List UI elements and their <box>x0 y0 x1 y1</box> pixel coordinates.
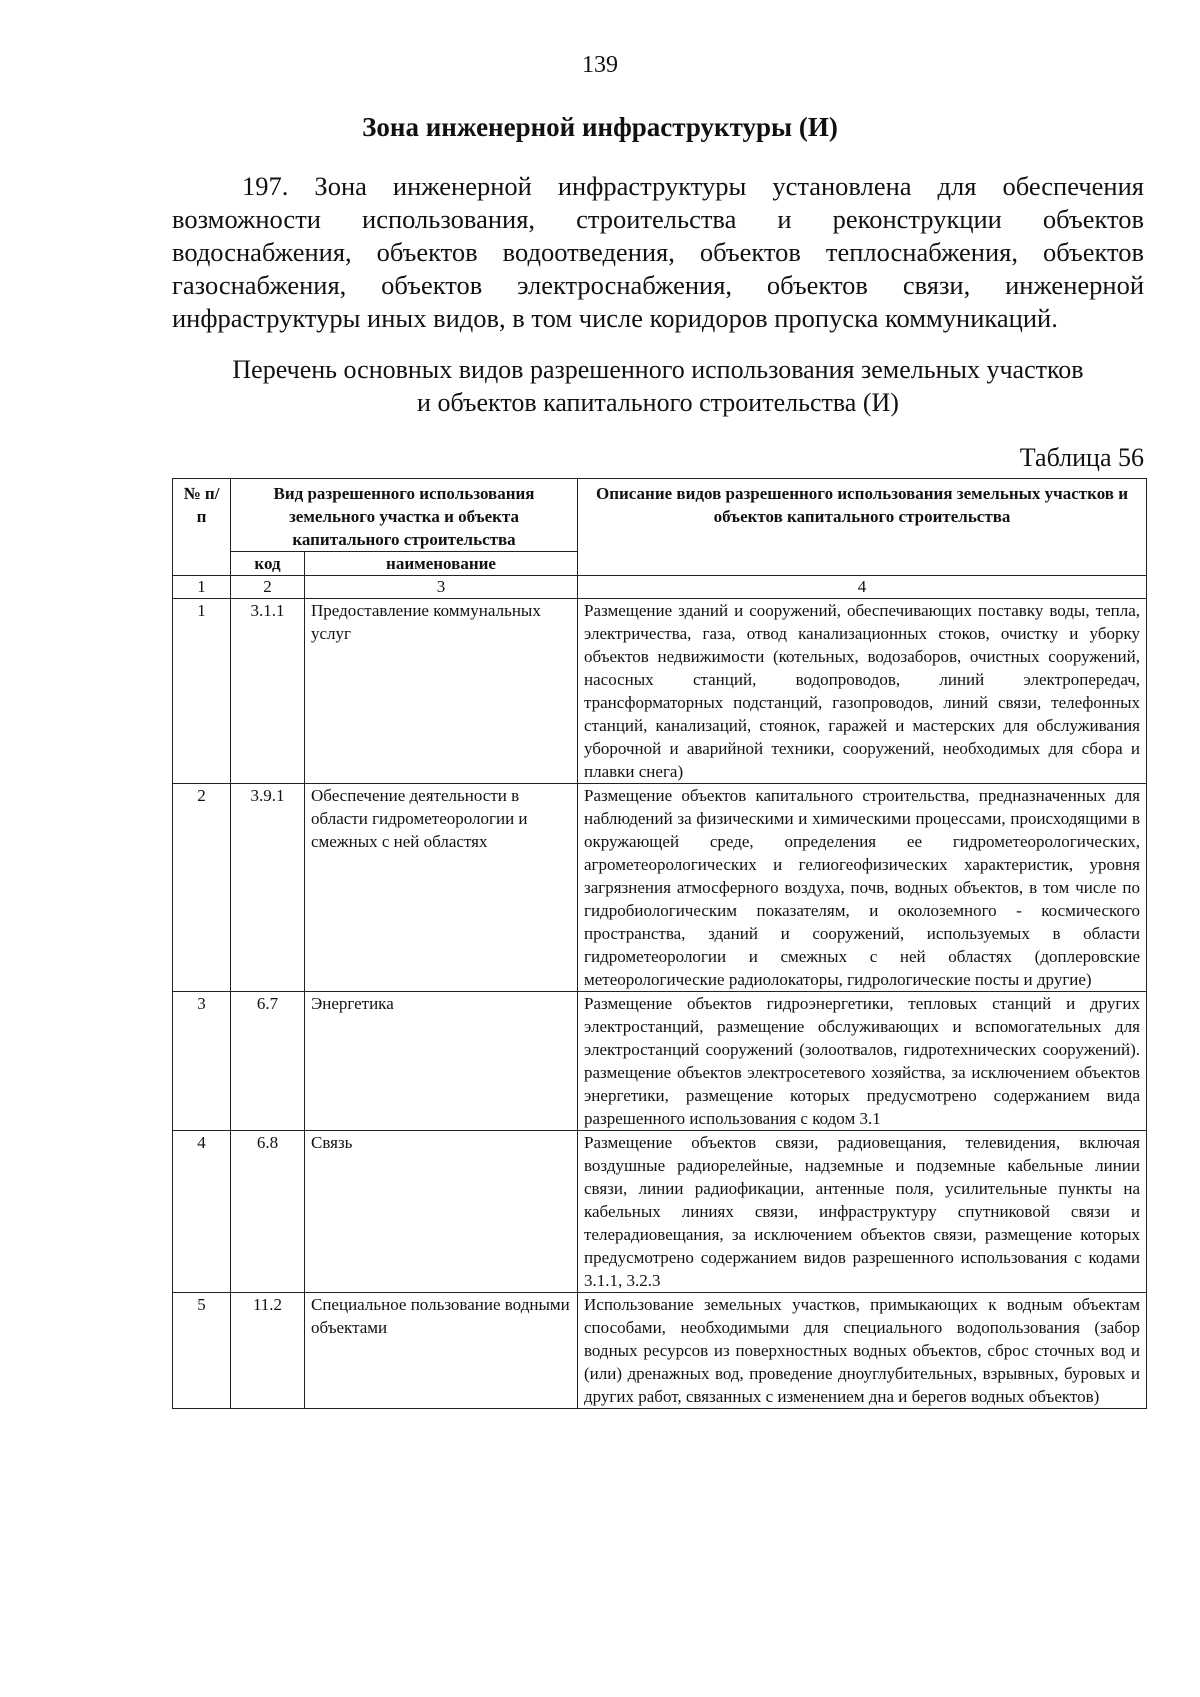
table-row <box>173 992 1147 1131</box>
table-row <box>173 599 1147 784</box>
caption-line-1: Перечень основных видов разрешенного использования земельных участков <box>232 355 1084 384</box>
row-name: Специальное пользование водными объектами <box>305 1293 578 1409</box>
row-name: Связь <box>305 1131 578 1293</box>
table-row <box>173 1131 1147 1293</box>
section-paragraph: 197. Зона инженерной инфраструктуры установлена для обеспечения возможности использования, строительства и реконструкции объектов водоснабжения, объектов водоотведения, объектов теплоснабжения, объектов газоснабжения, объектов электроснабжения, объектов связи, инженерной инфраструктуры иных видов, в том числе коридоров пропуска коммуникаций. <box>172 171 1144 333</box>
row-code: 11.2 <box>231 1293 305 1409</box>
section-heading: Зона инженерной инфраструктуры (И) <box>362 112 838 142</box>
row-num: 1 <box>173 599 231 784</box>
row-num: 5 <box>173 1293 231 1409</box>
row-description: Размещение объектов связи, радиовещания, телевидения, включая воздушные радиорелейные, надземные и подземные кабельные линии связи, линии радиофикации, антенные поля, усилительные пункты на кабельных линиях связи, инфраструктуру спутниковой связи и телерадиовещания, за исключением объектов связи, размещение которых предусмотрено содержанием видов разрешенного использования с кодами 3.1.1, 3.2.3 <box>578 1131 1147 1293</box>
column-number: 2 <box>231 576 305 599</box>
column-number: 3 <box>305 576 578 599</box>
column-number: 4 <box>578 576 1147 599</box>
header-description: Описание видов разрешенного использования земельных участков и объектов капитального строительства <box>578 479 1147 576</box>
table-header-row <box>173 479 1147 552</box>
table-row <box>173 1293 1147 1409</box>
column-numbers-row <box>173 576 1147 599</box>
header-name: наименование <box>305 552 578 576</box>
row-description: Использование земельных участков, примыкающих к водным объектам способами, необходимыми для специального водопользования (забор водных ресурсов из поверхностных водных объектов, сброс сточных вод и (или) дренажных вод, проведение дноуглубительных, взрывных, буровых и других работ, связанных с изменением дна и берегов водных объектов) <box>578 1293 1147 1409</box>
row-name: Обеспечение деятельности в области гидрометеорологии и смежных с ней областях <box>305 784 578 992</box>
row-code: 3.9.1 <box>231 784 305 992</box>
row-description: Размещение объектов гидроэнергетики, тепловых станций и других электростанций, размещение обслуживающих и вспомогательных для электростанций сооружений (золоотвалов, гидротехнических сооружений). размещение объектов электросетевого хозяйства, за исключением объектов энергетики, размещение которых предусмотрено содержанием вида разрешенного использования с кодом 3.1 <box>578 992 1147 1131</box>
row-code: 6.7 <box>231 992 305 1131</box>
caption-line-2: и объектов капитального строительства (И) <box>417 388 899 417</box>
row-num: 4 <box>173 1131 231 1293</box>
row-name: Энергетика <box>305 992 578 1131</box>
column-number: 1 <box>173 576 231 599</box>
row-description: Размещение объектов капитального строительства, предназначенных для наблюдений за физическими и химическими процессами, происходящими в окружающей среде, определения ее гидрометеорологических, агрометеорологических и гелиогеофизических характеристик, уровня загрязнения атмосферного воздуха, почв, водных объектов, в том числе по гидробиологическим показателям, и околоземного - космического пространства, зданий и сооружений, используемых в области гидрометеорологии и смежных с ней областях (доплеровские метеорологические радиолокаторы, гидрологические посты и другие) <box>578 784 1147 992</box>
table-caption <box>172 353 1144 419</box>
table-row <box>173 784 1147 992</box>
row-num: 3 <box>173 992 231 1131</box>
header-code: код <box>231 552 305 576</box>
table-label: Таблица 56 <box>1019 443 1144 472</box>
page-number: 139 <box>582 52 618 78</box>
header-num: № п/п <box>173 479 231 576</box>
row-name: Предоставление коммунальных услуг <box>305 599 578 784</box>
row-num: 2 <box>173 784 231 992</box>
permitted-use-table <box>172 478 1147 1409</box>
row-description: Размещение зданий и сооружений, обеспечивающих поставку воды, тепла, электричества, газа, отвод канализационных стоков, очистку и уборку объектов недвижимости (котельных, водозаборов, очистных сооружений, насосных станций, водопроводов, линий электропередач, трансформаторных подстанций, газопроводов, линий связи, телефонных станций, канализаций, стоянок, гаражей и мастерских для обслуживания уборочной и аварийной техники, сооружений, необходимых для сбора и плавки снега) <box>578 599 1147 784</box>
header-kind: Вид разрешенного использования земельного участка и объекта капитального строительства <box>231 479 578 552</box>
row-code: 6.8 <box>231 1131 305 1293</box>
row-code: 3.1.1 <box>231 599 305 784</box>
